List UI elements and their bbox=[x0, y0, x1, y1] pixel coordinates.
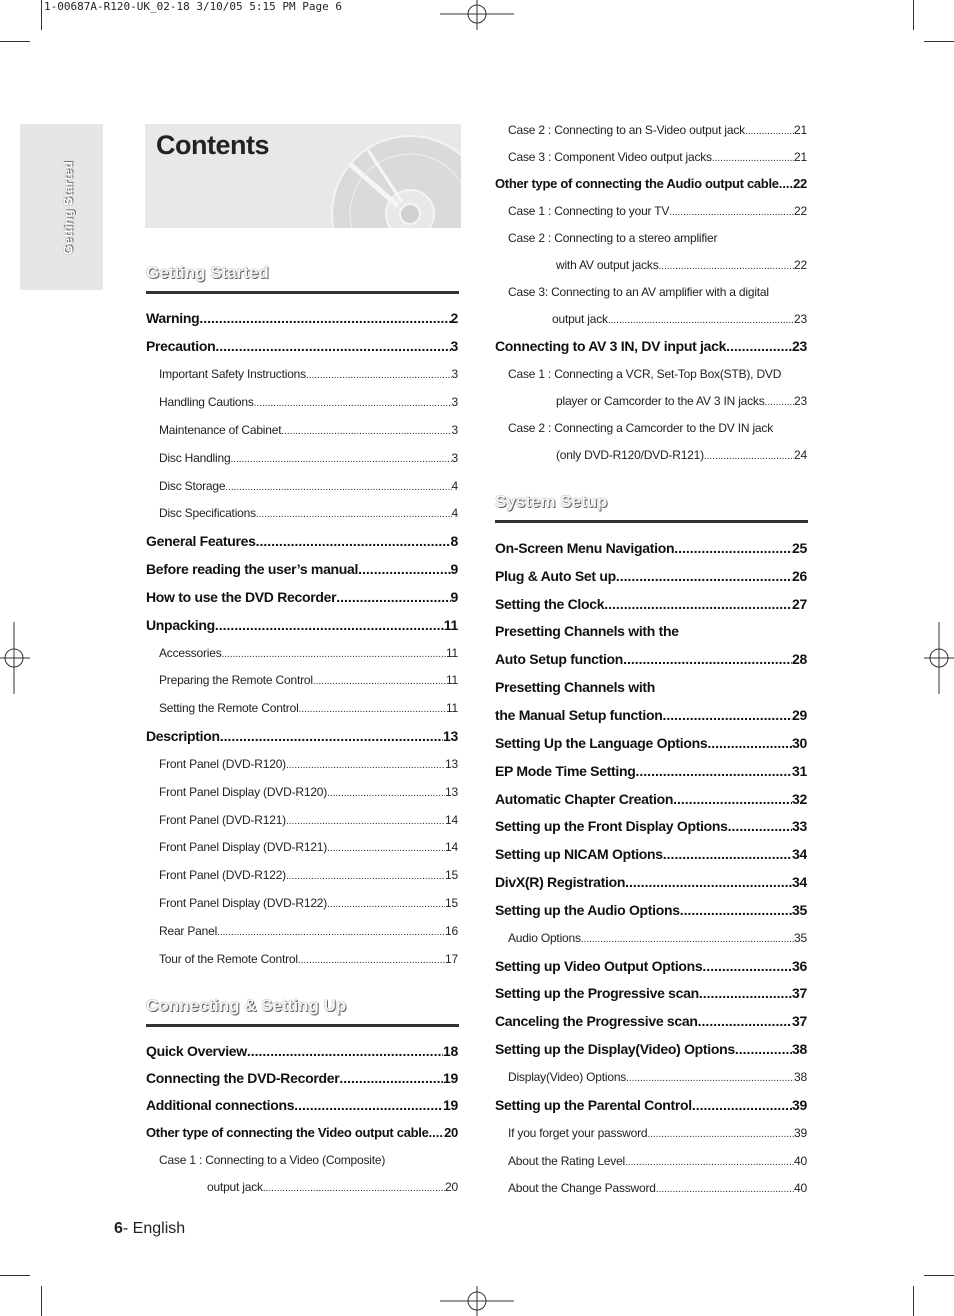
toc-entry: Additional connections ..... 19 bbox=[146, 1097, 458, 1113]
title-banner bbox=[145, 124, 461, 228]
toc-subentry: Front Panel Display (DVD-R121) ..... 14 bbox=[159, 840, 458, 854]
crop-mark bbox=[41, 0, 42, 30]
toc-subentry: Accessories ..... 11 bbox=[159, 646, 458, 660]
toc-subentry: Setting the Remote Control ..... 11 bbox=[159, 701, 458, 715]
page-number: 6 bbox=[114, 1220, 123, 1237]
toc-entry: EP Mode Time Setting ..... 31 bbox=[495, 763, 807, 779]
crop-mark bbox=[924, 1275, 954, 1276]
side-tab-label: Getting Started bbox=[60, 161, 76, 255]
toc-entry: Unpacking ..... 11 bbox=[146, 617, 458, 633]
toc-subentry: About the Rating Level ..... 40 bbox=[508, 1154, 807, 1168]
toc-subentry: Case 1 : Connecting a VCR, Set-Top Box(STB), DVD bbox=[508, 367, 782, 381]
toc-subentry: Case 3 : Component Video output jacks ..... 21 bbox=[508, 150, 807, 164]
toc-subentry: Front Panel Display (DVD-R122) ..... 15 bbox=[159, 896, 458, 910]
registration-mark-icon bbox=[440, 0, 514, 30]
toc-entry: How to use the DVD Recorder ..... 9 bbox=[146, 589, 458, 605]
toc-entry: Setting the Clock ..... 27 bbox=[495, 596, 807, 612]
toc-subentry: If you forget your password ..... 39 bbox=[508, 1126, 807, 1140]
toc-entry: Quick Overview ..... 18 bbox=[146, 1043, 458, 1059]
toc-entry: Setting up the Front Display Options ..... 33 bbox=[495, 818, 807, 834]
toc-entry: On-Screen Menu Navigation ..... 25 bbox=[495, 540, 807, 556]
toc-entry: Plug & Auto Set up ..... 26 bbox=[495, 568, 807, 584]
toc-subentry: Preparing the Remote Control ..... 11 bbox=[159, 673, 458, 687]
toc-subentry: Display(Video) Options ..... 38 bbox=[508, 1070, 807, 1084]
toc-entry: Warning ..... 2 bbox=[146, 310, 458, 326]
toc-subentry: Case 1 : Connecting to your TV ..... 22 bbox=[508, 204, 807, 218]
toc-entry: Automatic Chapter Creation ..... 32 bbox=[495, 791, 807, 807]
print-slug: 1-00687A-R120-UK_02-18 3/10/05 5:15 PM Page 6 bbox=[44, 0, 343, 13]
toc-entry: Description ..... 13 bbox=[146, 728, 458, 744]
crop-mark bbox=[41, 1286, 42, 1316]
section-heading-connecting: Connecting & Setting Up bbox=[146, 996, 347, 1015]
toc-subentry: Front Panel (DVD-R122) ..... 15 bbox=[159, 868, 458, 882]
section-heading-system-setup: System Setup bbox=[495, 492, 608, 511]
toc-subentry: Maintenance of Cabinet ..... 3 bbox=[159, 423, 458, 437]
toc-entry: General Features ..... 8 bbox=[146, 533, 458, 549]
toc-subentry: Case 2 : Connecting a Camcorder to the DV IN jack bbox=[508, 421, 773, 435]
toc-entry: Presetting Channels with the bbox=[495, 623, 679, 639]
toc-subentry: output jack ..... 23 bbox=[552, 312, 807, 326]
crop-mark bbox=[913, 1286, 914, 1316]
crop-mark bbox=[0, 1275, 30, 1276]
toc-subentry: with AV output jacks ..... 22 bbox=[556, 258, 807, 272]
toc-subentry: Important Safety Instructions ..... 3 bbox=[159, 367, 458, 381]
toc-entry: Setting up the Display(Video) Options ..... 38 bbox=[495, 1041, 807, 1057]
toc-entry: Setting Up the Language Options ..... 30 bbox=[495, 735, 807, 751]
registration-mark-icon bbox=[924, 622, 954, 694]
registration-mark-icon bbox=[440, 1286, 514, 1316]
toc-entry: Connecting to AV 3 IN, DV input jack ..... 23 bbox=[495, 338, 807, 354]
toc-entry: Auto Setup function ..... 28 bbox=[495, 651, 807, 667]
toc-entry: Setting up the Parental Control ..... 39 bbox=[495, 1097, 807, 1113]
page-footer bbox=[114, 1220, 185, 1238]
registration-mark-icon bbox=[0, 622, 30, 694]
toc-subentry: Front Panel Display (DVD-R120) ..... 13 bbox=[159, 785, 458, 799]
toc-subentry: Case 1 : Connecting to a Video (Composite) bbox=[159, 1153, 386, 1167]
toc-subentry: Audio Options ..... 35 bbox=[508, 931, 807, 945]
toc-subentry: Tour of the Remote Control ..... 17 bbox=[159, 952, 458, 966]
toc-entry: Presetting Channels with bbox=[495, 679, 656, 695]
toc-entry: Setting up the Audio Options ..... 35 bbox=[495, 902, 807, 918]
page-title: Contents bbox=[156, 130, 269, 160]
toc-entry: Canceling the Progressive scan ..... 37 bbox=[495, 1013, 807, 1029]
toc-subentry: Case 3: Connecting to an AV amplifier with a digital bbox=[508, 285, 769, 299]
toc-subentry: (only DVD-R120/DVD-R121) ..... 24 bbox=[556, 448, 807, 462]
toc-subentry: Disc Storage ..... 4 bbox=[159, 479, 458, 493]
toc-subentry: output jack ..... 20 bbox=[207, 1180, 458, 1194]
toc-entry: the Manual Setup function ..... 29 bbox=[495, 707, 807, 723]
toc-subentry: Handling Cautions ..... 3 bbox=[159, 395, 458, 409]
toc-subentry: Disc Handling ..... 3 bbox=[159, 451, 458, 465]
toc-subentry: Case 2 : Connecting to an S-Video output jack ..... 21 bbox=[508, 123, 807, 137]
toc-subentry: Rear Panel ..... 16 bbox=[159, 924, 458, 938]
toc-subentry: player or Camcorder to the AV 3 IN jacks ..... 23 bbox=[556, 394, 807, 408]
toc-entry: Setting up NICAM Options ..... 34 bbox=[495, 846, 807, 862]
toc-entry: DivX(R) Registration ..... 34 bbox=[495, 874, 807, 890]
toc-subentry: Disc Specifications ..... 4 bbox=[159, 506, 458, 520]
toc-entry: Setting up the Progressive scan ..... 37 bbox=[495, 985, 807, 1001]
toc-subentry: Front Panel (DVD-R120) ..... 13 bbox=[159, 757, 458, 771]
section-rule bbox=[146, 1024, 459, 1027]
disc-icon bbox=[320, 124, 461, 228]
section-rule bbox=[495, 520, 808, 523]
section-rule bbox=[146, 291, 459, 294]
toc-entry: Before reading the user’s manual ..... 9 bbox=[146, 561, 458, 577]
crop-mark bbox=[913, 0, 914, 30]
toc-entry: Connecting the DVD-Recorder ..... 19 bbox=[146, 1070, 458, 1086]
section-heading-getting-started: Getting Started bbox=[146, 263, 269, 282]
toc-subentry: About the Change Password ..... 40 bbox=[508, 1181, 807, 1195]
toc-subentry: Front Panel (DVD-R121) ..... 14 bbox=[159, 813, 458, 827]
crop-mark bbox=[924, 41, 954, 42]
toc-entry: Other type of connecting the Audio output cable ..... 22 bbox=[495, 176, 807, 191]
footer-language: - English bbox=[122, 1220, 186, 1237]
crop-mark bbox=[0, 41, 30, 42]
toc-entry: Precaution ..... 3 bbox=[146, 338, 458, 354]
toc-entry: Other type of connecting the Video output cable ..... 20 bbox=[146, 1125, 458, 1140]
toc-subentry: Case 2 : Connecting to a stereo amplifier bbox=[508, 231, 718, 245]
toc-entry: Setting up Video Output Options ..... 36 bbox=[495, 958, 807, 974]
